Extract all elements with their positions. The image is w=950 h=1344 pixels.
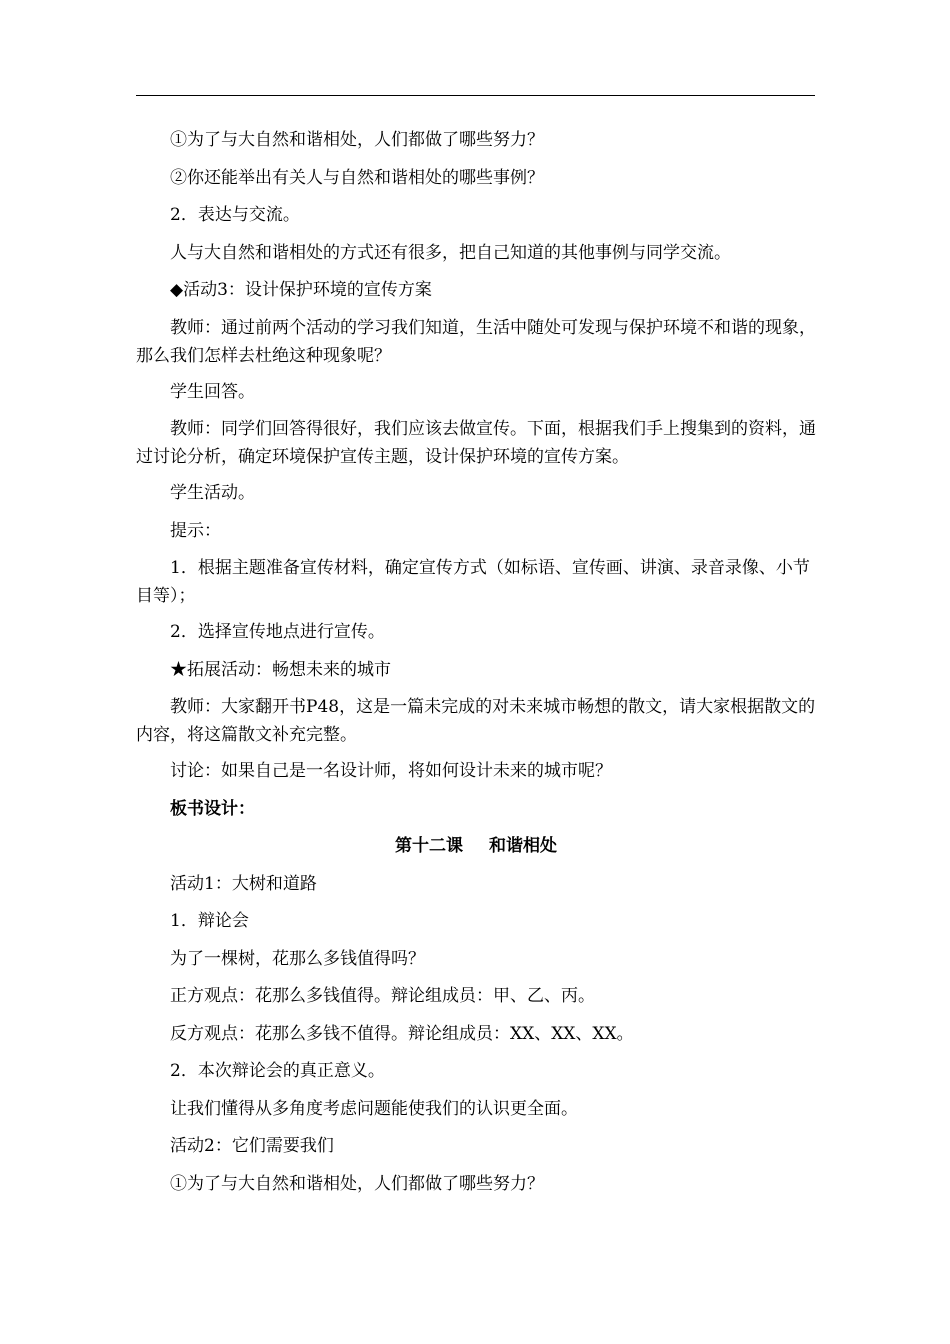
board-design-heading: 板书设计： bbox=[170, 798, 255, 819]
board-title-lesson: 第十二课 bbox=[395, 836, 463, 856]
board-line-meaning: 2．本次辩论会的真正意义。 bbox=[170, 1061, 385, 1081]
paragraph-student-answer: 学生回答。 bbox=[170, 381, 255, 402]
paragraph-student-activity: 学生活动。 bbox=[170, 483, 255, 503]
board-line-tree-question: 为了一棵树，花那么多钱值得吗？ bbox=[170, 948, 425, 969]
paragraph-teacher-essay: 教师：大家翻开书P48，这是一篇未完成的对未来城市畅想的散文，请大家根据散文的内容，将这篇散文补充完整。 bbox=[136, 697, 816, 745]
paragraph-hint-label: 提示： bbox=[170, 520, 221, 541]
board-line-activity-2: 活动2：它们需要我们 bbox=[170, 1136, 334, 1156]
paragraph-teacher-propaganda: 教师：同学们回答得很好，我们应该去做宣传。下面，根据我们手上搜集到的资料，通过讨论分析，确定环境保护宣传主题，设计保护环境的宣传方案。 bbox=[136, 419, 816, 467]
paragraph-hint-2: 2．选择宣传地点进行宣传。 bbox=[170, 622, 385, 642]
extension-activity-heading: ★拓展活动：畅想未来的城市 bbox=[170, 659, 391, 680]
board-line-effort-question: ①为了与大自然和谐相处，人们都做了哪些努力？ bbox=[170, 1173, 544, 1194]
paragraph-teacher-intro: 教师：通过前两个活动的学习我们知道，生活中随处可发现与保护环境不和谐的现象，那么我们怎样去杜绝这种现象呢？ bbox=[136, 317, 816, 366]
board-line-activity-1: 活动1：大树和道路 bbox=[170, 873, 317, 894]
board-line-pro-side: 正方观点：花那么多钱值得。辩论组成员：甲、乙、丙。 bbox=[170, 986, 595, 1006]
board-line-lesson: 让我们懂得从多角度考虑问题能使我们的认识更全面。 bbox=[170, 1098, 578, 1119]
activity-3-heading: ◆活动3：设计保护环境的宣传方案 bbox=[170, 280, 432, 300]
board-line-con-side: 反方观点：花那么多钱不值得。辩论组成员：XX、XX、XX。 bbox=[170, 1023, 634, 1044]
paragraph-express-exchange: 2．表达与交流。 bbox=[170, 205, 300, 225]
paragraph-examples-question: ②你还能举出有关人与自然和谐相处的哪些事例？ bbox=[170, 167, 544, 188]
paragraph-more-ways: 人与大自然和谐相处的方式还有很多，把自己知道的其他事例与同学交流。 bbox=[170, 242, 731, 263]
paragraph-hint-1: 1．根据主题准备宣传材料，确定宣传方式（如标语、宣传画、讲演、录音录像、小节目等）； bbox=[136, 558, 810, 606]
paragraph-effort-question: ①为了与大自然和谐相处，人们都做了哪些努力？ bbox=[170, 130, 544, 150]
board-title-name: 和谐相处 bbox=[489, 836, 557, 856]
board-line-debate: 1．辩论会 bbox=[170, 911, 249, 931]
board-title bbox=[136, 832, 816, 860]
document-body bbox=[136, 126, 816, 1207]
header-rule bbox=[136, 95, 815, 96]
paragraph-discussion: 讨论：如果自己是一名设计师，将如何设计未来的城市呢？ bbox=[170, 761, 612, 781]
